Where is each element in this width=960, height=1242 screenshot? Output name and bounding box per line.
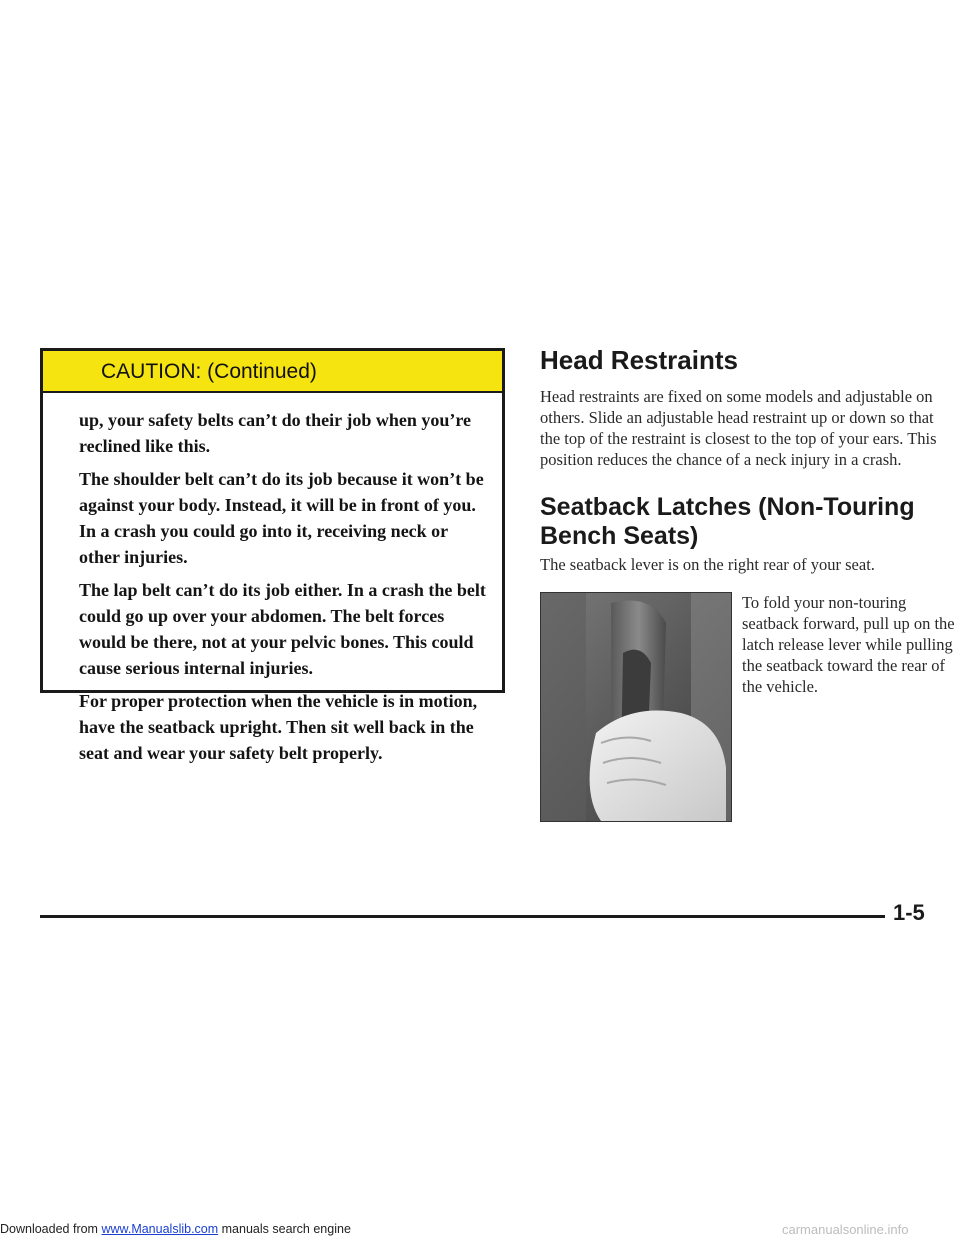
manualslib-link[interactable]: www.Manualslib.com	[101, 1222, 219, 1236]
footer-rule	[40, 915, 885, 918]
caution-paragraph-1: up, your safety belts can’t do their job when you’re reclined like this.	[79, 410, 472, 456]
download-credit	[0, 1222, 351, 1236]
seatback-fold-text: To fold your non-touring seatback forward, pull up on the latch release lever while pulling the seatback toward the rear of the vehicle.	[742, 593, 955, 696]
caution-paragraph-2: The shoulder belt can’t do its job because it won’t be against your body. Instead, it will be in front of you. In a crash you could go into it, receiving neck or other injuries.	[79, 469, 484, 567]
seatback-lever-photo	[540, 592, 732, 822]
head-restraints-heading: Head Restraints	[540, 345, 738, 375]
caution-header: CAUTION: (Continued)	[43, 351, 502, 393]
seatback-latches-heading-line-2: Bench Seats)	[540, 522, 699, 550]
hand-on-lever-illustration	[541, 593, 731, 821]
caution-box	[40, 348, 505, 763]
head-restraints-text: Head restraints are fixed on some models and adjustable on others. Slide an adjustable head restraint up or down so that the top of the restraint is closest to the top of your ears. This position reduces the chance of a neck injury in a crash.	[540, 387, 937, 469]
page-number: 1-5	[893, 900, 925, 925]
download-suffix: manuals search engine	[218, 1222, 351, 1236]
seatback-lever-text: The seatback lever is on the right rear of your seat.	[540, 555, 875, 574]
caution-paragraph-3: The lap belt can’t do its job either. In a crash the belt could go up over your abdomen. The belt forces would be there, not at your pelvic bones. This could cause serious internal injuries.	[79, 580, 486, 678]
caution-body	[43, 393, 502, 766]
watermark-text: carmanualsonline.info	[782, 1222, 909, 1237]
caution-paragraph-4: For proper protection when the vehicle is in motion, have the seatback upright. Then sit well back in the seat and wear your safety belt properly.	[79, 691, 478, 763]
seatback-latches-heading-line-1: Seatback Latches (Non-Touring	[540, 493, 915, 521]
seatback-latches-heading	[540, 493, 940, 551]
download-prefix: Downloaded from	[0, 1222, 102, 1236]
